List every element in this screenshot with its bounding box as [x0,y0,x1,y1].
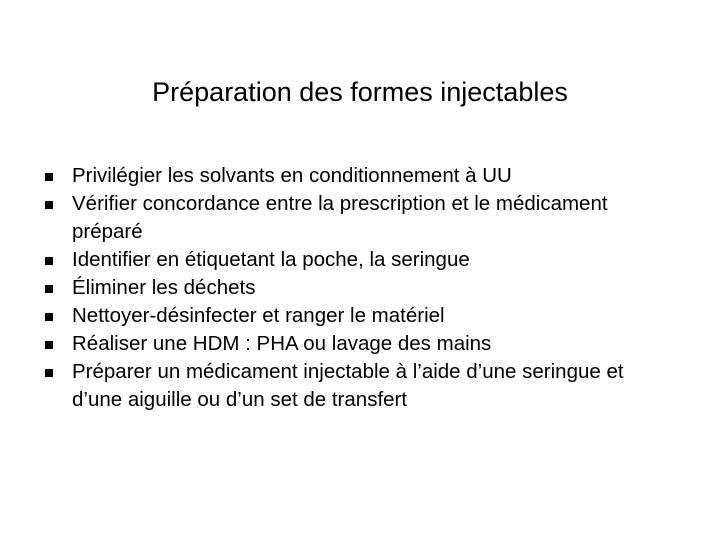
bullet-item [72,302,672,330]
square-bullet-icon [45,173,53,181]
bullet-item [72,358,672,414]
bullet-text: Nettoyer-désinfecter et ranger le matériel [72,304,445,327]
square-bullet-icon [45,341,53,349]
bullet-text: Éliminer les déchets [72,276,256,299]
bullet-text: Privilégier les solvants en conditionnement à UU [72,164,512,187]
bullet-item [72,330,672,358]
bullet-text: Identifier en étiquetant la poche, la seringue [72,248,470,271]
slide-title: Préparation des formes injectables [152,77,568,107]
bullet-item [72,162,672,190]
bullet-list [72,162,672,414]
bullet-text: Préparer un médicament injectable à l’aide d’une seringue et d’une aiguille ou d’un set de transfert [72,360,624,411]
bullet-text: Réaliser une HDM : PHA ou lavage des mains [72,332,492,355]
bullet-item [72,190,672,246]
square-bullet-icon [45,257,53,265]
square-bullet-icon [45,313,53,321]
bullet-item [72,246,672,274]
bullet-item [72,274,672,302]
square-bullet-icon [45,369,53,377]
square-bullet-icon [45,285,53,293]
square-bullet-icon [45,201,53,209]
bullet-text: Vérifier concordance entre la prescription et le médicament préparé [72,192,608,243]
